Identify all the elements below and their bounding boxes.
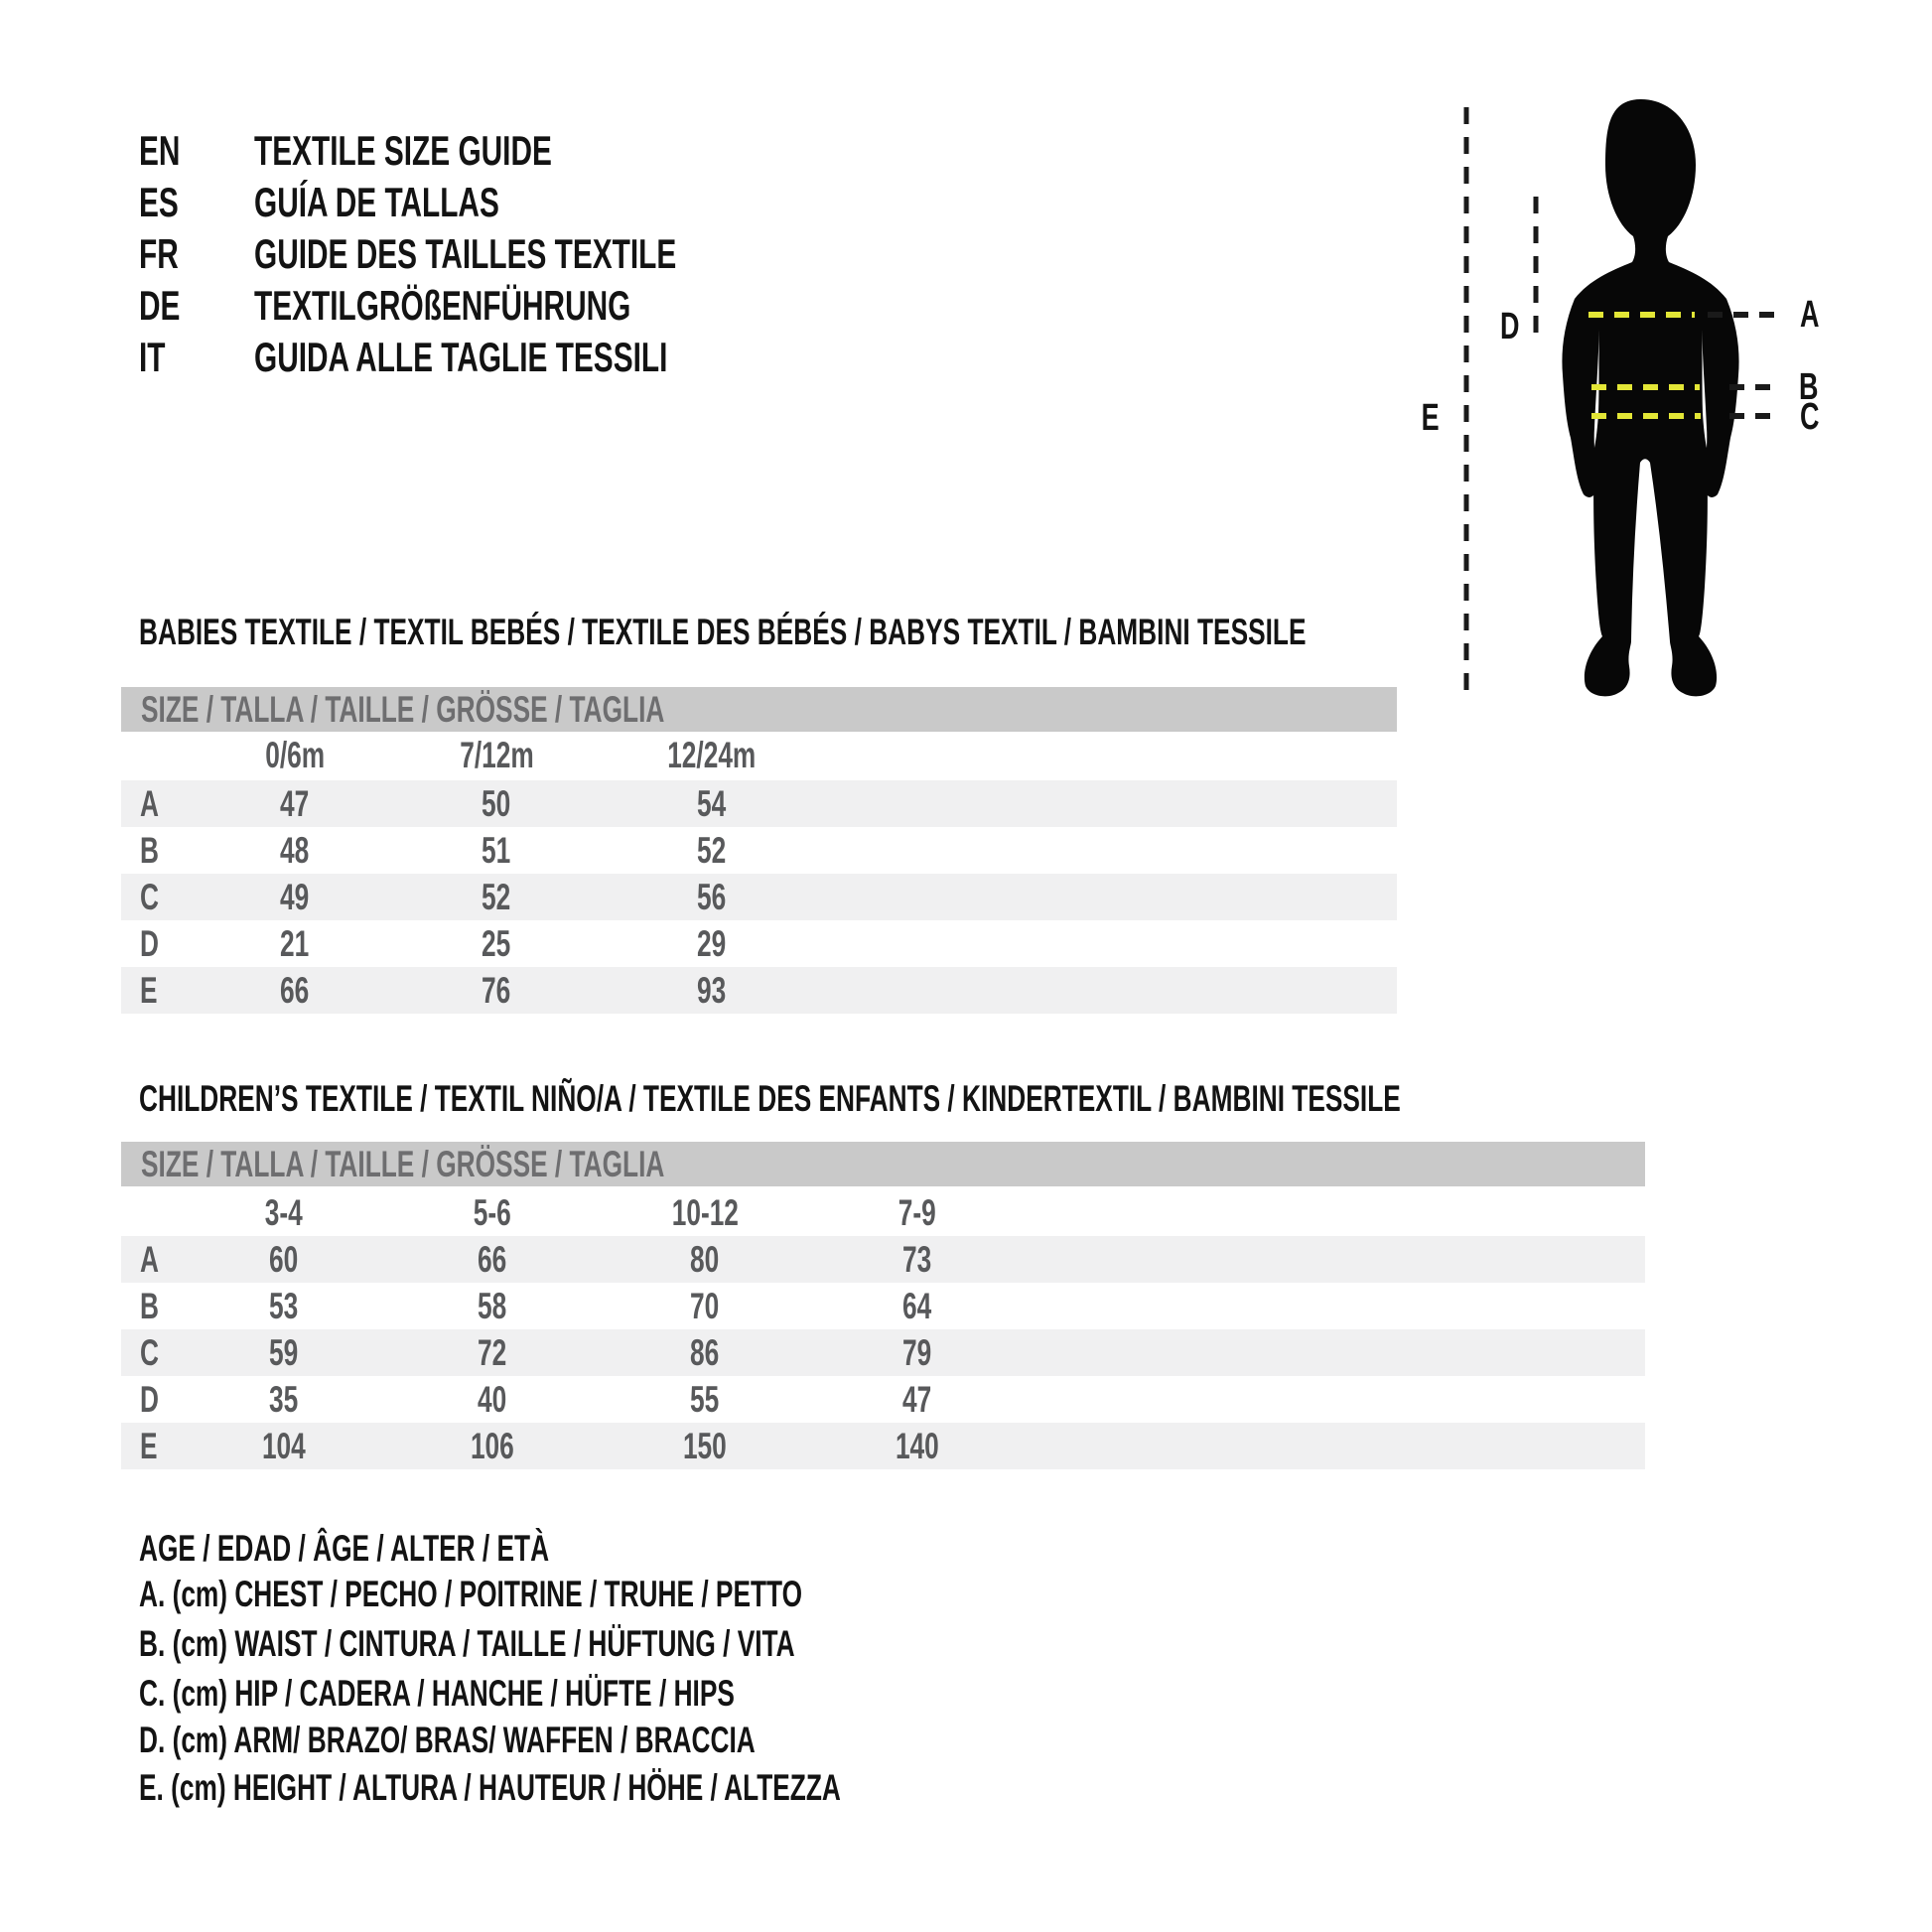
row-label: A [140,783,159,824]
row-label: E [140,970,158,1011]
table-row: E 66 76 93 [121,967,1397,1014]
children-heading: CHILDREN’S TEXTILE / TEXTIL NIÑO/A / TEXTILE DES ENFANTS / KINDERTEXTIL / BAMBINI TESSILE [139,1078,1401,1119]
children-size-header-label: SIZE / TALLA / TAILLE / GRÖSSE / TAGLIA [141,1144,665,1184]
lang-code-es: ES [139,179,179,225]
lang-title-it: GUIDA ALLE TAGLIE TESSILI [254,334,668,380]
row-label: B [140,1286,159,1326]
table-row: D 35 40 55 47 [121,1376,1645,1423]
children-col-7-9: 7-9 [898,1192,936,1233]
table-row: A 60 66 80 73 [121,1236,1645,1283]
row-label: A [140,1239,159,1280]
babies-col-0-6m: 0/6m [265,735,325,775]
lang-code-it: IT [139,334,166,380]
figure-label-d: D [1500,306,1520,347]
babies-heading: BABIES TEXTILE / TEXTIL BEBÉS / TEXTILE DES BÉBÉS / BABYS TEXTIL / BAMBINI TESSILE [139,612,1307,652]
lang-title-de: TEXTILGRÖßENFÜHRUNG [254,282,631,329]
babies-col-12-24m: 12/24m [667,735,757,775]
row-label: E [140,1426,158,1466]
lang-code-fr: FR [139,230,179,277]
lang-code-de: DE [139,282,181,329]
table-row: C 49 52 56 [121,874,1397,920]
legend-waist: B. (cm) WAIST / CINTURA / TAILLE / HÜFTUNG / VITA [139,1623,795,1664]
children-col-10-12: 10-12 [671,1192,739,1233]
table-row: C 59 72 86 79 [121,1329,1645,1376]
legend-chest: A. (cm) CHEST / PECHO / POITRINE / TRUHE / PETTO [139,1574,803,1614]
figure-label-e: E [1421,397,1440,439]
row-label: C [140,877,159,917]
children-size-header-bar [121,1142,1645,1186]
table-row: D 21 25 29 [121,920,1397,967]
row-label: C [140,1332,159,1373]
lang-code-en: EN [139,127,181,174]
lang-title-fr: GUIDE DES TAILLES TEXTILE [254,230,677,277]
row-label: D [140,1379,159,1420]
table-row: A 47 50 54 [121,780,1397,827]
row-label: D [140,923,159,964]
lang-title-es: GUÍA DE TALLAS [254,179,499,225]
lang-title-en: TEXTILE SIZE GUIDE [254,127,552,174]
figure-label-c: C [1800,396,1820,438]
row-label: B [140,830,159,871]
table-row: B 53 58 70 64 [121,1283,1645,1329]
legend-age: AGE / EDAD / ÂGE / ALTER / ETÀ [139,1528,550,1569]
table-row: B 48 51 52 [121,827,1397,874]
children-col-3-4: 3-4 [265,1192,303,1233]
babies-column-header-row [121,732,1397,778]
babies-col-7-12m: 7/12m [459,735,534,775]
children-column-header-row [121,1189,1645,1236]
babies-size-header-label: SIZE / TALLA / TAILLE / GRÖSSE / TAGLIA [141,689,665,730]
legend-height: E. (cm) HEIGHT / ALTURA / HAUTEUR / HÖHE / ALTEZZA [139,1767,841,1808]
children-col-5-6: 5-6 [474,1192,511,1233]
legend-arm: D. (cm) ARM/ BRAZO/ BRAS/ WAFFEN / BRACCIA [139,1720,756,1760]
figure-label-b: B [1799,366,1819,408]
babies-size-header-bar [121,687,1397,732]
table-row: E 104 106 150 140 [121,1423,1645,1469]
figure-label-a: A [1800,294,1820,336]
legend-hip: C. (cm) HIP / CADERA / HANCHE / HÜFTE / HIPS [139,1673,735,1714]
child-silhouette [1562,99,1738,696]
